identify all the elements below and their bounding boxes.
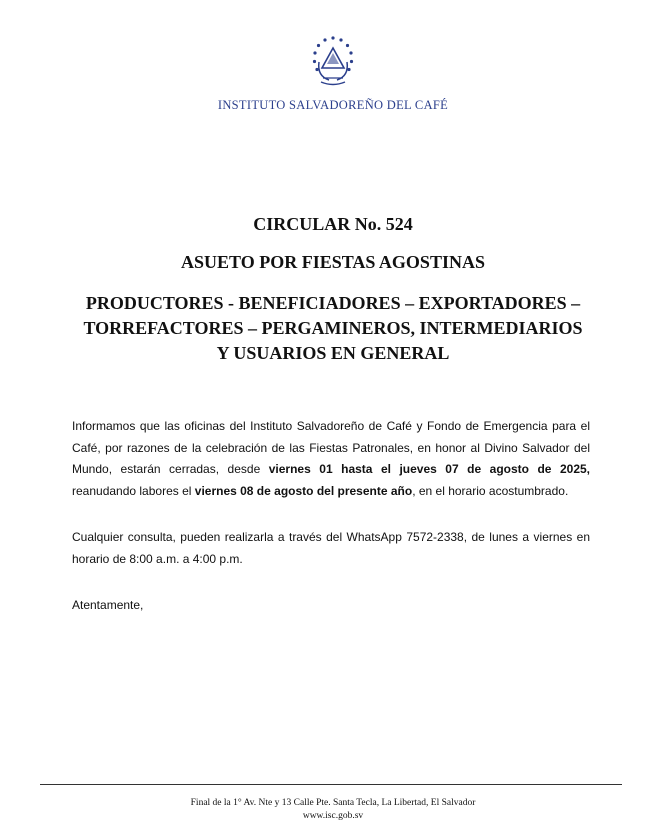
closing-salutation: Atentamente, xyxy=(72,598,144,612)
footer xyxy=(0,797,666,823)
text-span: reanudando labores el xyxy=(72,483,195,498)
text-span: , en el horario acostumbrado. xyxy=(412,483,569,498)
el-salvador-coat-of-arms-icon xyxy=(305,34,361,90)
announcement-paragraph xyxy=(72,416,590,502)
footer-divider xyxy=(40,784,622,785)
letterhead xyxy=(0,34,666,113)
footer-website[interactable]: www.isc.gob.sv xyxy=(302,811,364,821)
circular-number: CIRCULAR No. 524 xyxy=(253,214,413,234)
audience-line: PRODUCTORES - BENEFICIADORES – EXPORTADORES – xyxy=(85,293,581,313)
institution-name: INSTITUTO SALVADOREÑO DEL CAFÉ xyxy=(217,98,449,112)
footer-address: Final de la 1° Av. Nte y 13 Calle Pte. Santa Tecla, La Libertad, El Salvador xyxy=(190,798,476,808)
reopening-date: viernes 08 de agosto del presente año xyxy=(194,483,413,498)
circular-audience xyxy=(53,291,613,366)
audience-line: TORREFACTORES – PERGAMINEROS, INTERMEDIARIOS xyxy=(83,318,583,338)
circular-heading xyxy=(0,214,666,366)
closure-dates: viernes 01 hasta el jueves 07 de agosto de 2025, xyxy=(268,462,590,476)
audience-line: Y USUARIOS EN GENERAL xyxy=(216,343,450,363)
text-span: Informamos que las oficinas del Instituto Salvadoreño de Café y Fondo de Emergencia para el Café, por razones de la celebración de las Fiestas Patronales, en honor al Divino Salvador del Mundo, estarán cerradas, desde xyxy=(72,419,590,476)
contact-paragraph: Cualquier consulta, pueden realizarla a través del WhatsApp 7572-2338, de lunes a viernes en horario de 8:00 a.m. a 4:00 p.m. xyxy=(72,530,590,566)
circular-subject: ASUETO POR FIESTAS AGOSTINAS xyxy=(181,252,485,272)
